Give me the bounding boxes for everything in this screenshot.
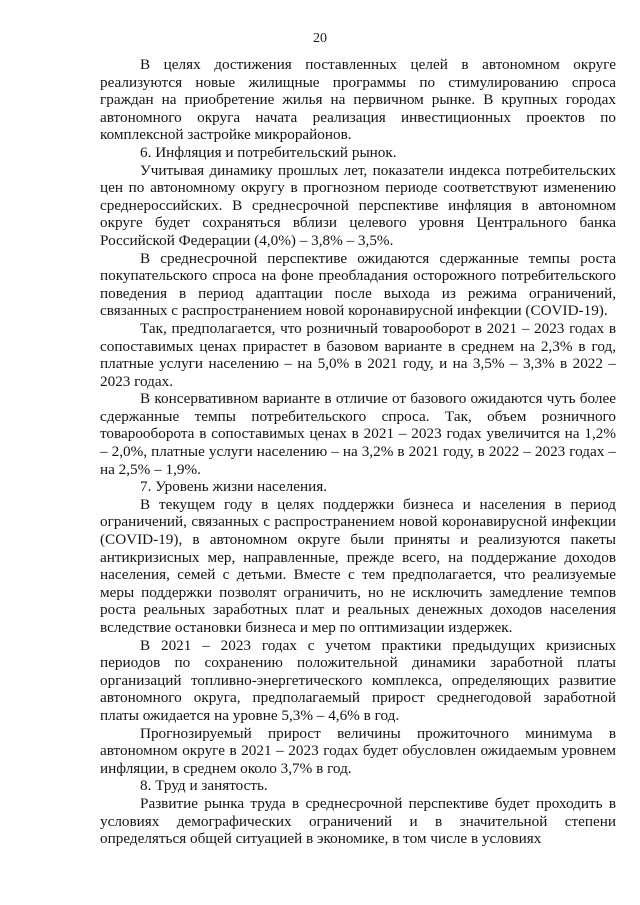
- section-heading-inflation: 6. Инфляция и потребительский рынок.: [140, 143, 397, 161]
- paragraph-labor-market: Развитие рынка труда в среднесрочной перспективе будет проходить в условиях демографических ограничений и в значительной степени определяться общей ситуацией в экономике, в том числе в условиях: [100, 794, 616, 848]
- section-heading-labor: 8. Труд и занятость.: [140, 777, 268, 795]
- paragraph-anticrisis-measures: В текущем году в целях поддержки бизнеса и населения в период ограничений, связанных с распространением новой коронавирусной инфекции (COVID-19), в автономном округе были приняты и реализуются пакеты антикризисных мер, направленные, прежде всего, на поддержание доходов населения, семей с детьми. Вместе с тем предполагается, что реализуемые меры поддержки позволят ограничить, но не исключить замедление темпов роста реальных заработных плат и реальных денежных доходов населения вследствие остановки бизнеса и мер по оптимизации издержек.: [100, 495, 616, 636]
- paragraph-retail-conservative: В консервативном варианте в отличие от базового ожидаются чуть более сдержанные темпы потребительского спроса. Так, объем розничного товарооборота в сопоставимых ценах в 2021 – 2023 годах увеличится на 1,2% – 2,0%, платные услуги населению – на 3,2% в 2021 году, в 2022 – 2023 годах – на 2,5% – 1,9%.: [100, 390, 616, 478]
- document-body: [100, 56, 616, 848]
- paragraph-cpi-dynamics: Учитывая динамику прошлых лет, показатели индекса потребительских цен по автономному округу в прогнозном периоде соответствуют изменению среднероссийских. В среднесрочной перспективе инфляция в автономном округе будет сохраняться вблизи целевого уровня Центрального банка Российской Федерации (4,0%) – 3,8% – 3,5%.: [100, 161, 616, 249]
- paragraph-retail-base: Так, предполагается, что розничный товарооборот в 2021 – 2023 годах в сопоставимых ценах прирастет в базовом варианте в среднем на 2,3% в год, платные услуги населению – на 5,0% в 2021 году, и на 3,5% – 3,3% в 2022 – 2023 годах.: [100, 319, 616, 390]
- page-number: 20: [313, 31, 327, 46]
- section-heading-living-standards: 7. Уровень жизни населения.: [140, 478, 328, 496]
- paragraph-wage-growth: В 2021 – 2023 годах с учетом практики предыдущих кризисных периодов по сохранению положительной динамики заработной платы организаций топливно-энергетического комплекса, определяющих развитие автономного округа, предполагаемый прирост среднегодовой заработной платы ожидается на уровне 5,3% – 4,6% в год.: [100, 636, 616, 724]
- paragraph-housing-programs: В целях достижения поставленных целей в автономном округе реализуются новые жилищные программы по стимулированию спроса граждан на приобретение жилья на первичном рынке. В крупных городах автономного округа начата реализация инвестиционных проектов по комплексной застройке микрорайонов.: [100, 56, 616, 144]
- paragraph-consumer-demand: В среднесрочной перспективе ожидаются сдержанные темпы роста покупательского спроса на фоне преобладания осторожного потребительского поведения в период адаптации после выхода из режима ограничений, связанных с распространением новой коронавирусной инфекции (COVID-19).: [100, 249, 616, 320]
- paragraph-subsistence-minimum: Прогнозируемый прирост величины прожиточного минимума в автономном округе в 2021 – 2023 годах будет обусловлен ожидаемым уровнем инфляции, в среднем около 3,7% в год.: [100, 724, 616, 777]
